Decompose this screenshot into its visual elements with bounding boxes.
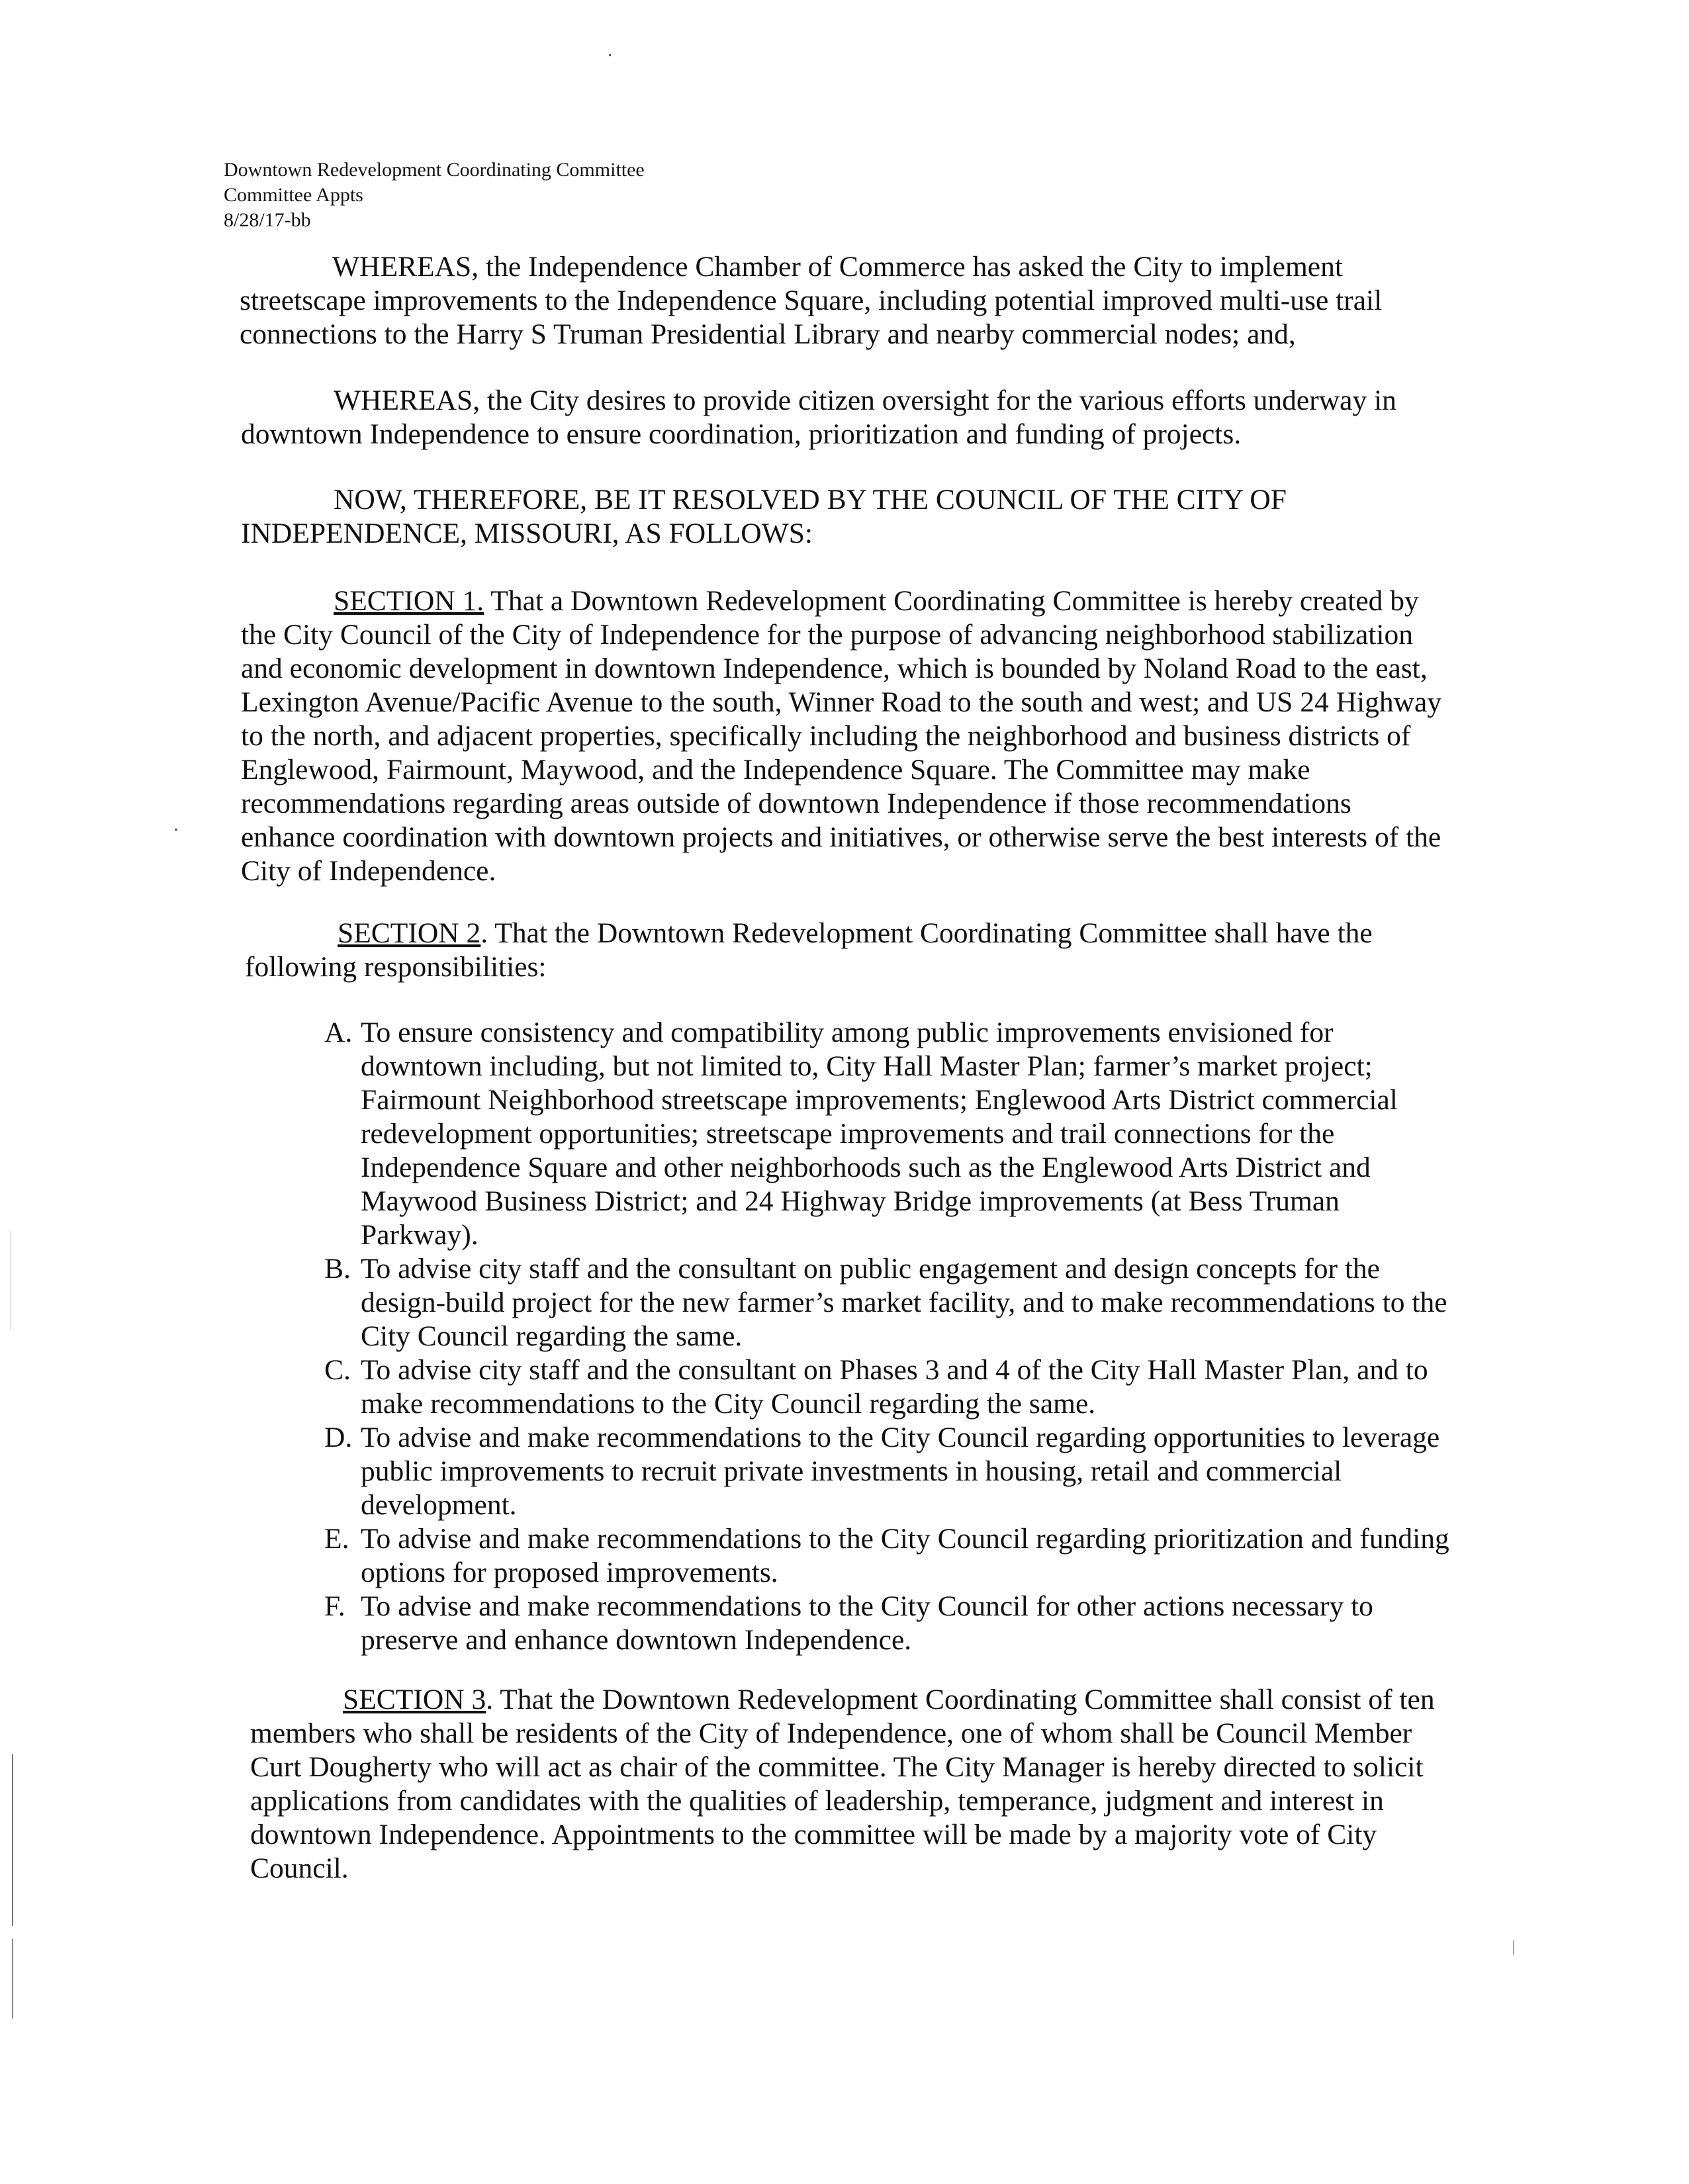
section-2-heading: SECTION 2 <box>338 917 481 949</box>
list-item <box>324 1016 1456 1252</box>
section-1-heading: SECTION 1. <box>334 585 484 617</box>
whereas-2-text: WHEREAS, the City desires to provide citizen oversight for the various efforts underway in downtown Independence to ensure coordination, prioritization and funding of projects. <box>241 385 1396 450</box>
whereas-paragraph-2 <box>241 384 1419 451</box>
header-subject: Committee Appts <box>224 184 363 206</box>
list-item <box>324 1421 1456 1522</box>
whereas-paragraph-1 <box>240 250 1418 351</box>
list-item-text: To ensure consistency and compatibility among public improvements envisioned for downtown including, but not limited to, City Hall Master Plan; farmer’s market project; Fairmount Neighborhood streetscape improvements; Englewood Arts District commercial redevelopment opportunities; streetscape improvements and trail connections for the Independence Square and other neighborhoods such as the Englewood Arts District and Maywood Business District; and 24 Highway Bridge improvements (at Bess Truman Parkway). <box>361 1017 1398 1251</box>
scan-speck <box>1513 1940 1514 1955</box>
list-item-marker: F. <box>324 1590 345 1622</box>
resolution-clause <box>241 483 1419 551</box>
list-item-text: To advise city staff and the consultant on Phases 3 and 4 of the City Hall Master Plan, and to make recommendations to the City Council regarding the same. <box>361 1354 1428 1420</box>
whereas-1-text: WHEREAS, the Independence Chamber of Commerce has asked the City to implement streetscape improvements to the Independence Square, including potential improved multi-use trail connections to the Harry S Truman Presidential Library and nearby commercial nodes; and, <box>240 251 1383 350</box>
header-committee-name: Downtown Redevelopment Coordinating Committee <box>224 159 645 181</box>
list-item-marker: B. <box>324 1253 351 1285</box>
list-item-marker: D. <box>324 1422 353 1453</box>
list-item <box>324 1252 1456 1353</box>
scan-speck <box>175 829 177 831</box>
list-item-marker: A. <box>324 1017 353 1048</box>
list-item-text: To advise and make recommendations to the City Council regarding opportunities to leverage public improvements to recruit private investments in housing, retail and commercial development. <box>361 1422 1440 1521</box>
section-3-heading: SECTION 3 <box>343 1684 486 1715</box>
section-2-text: . That the Downtown Redevelopment Coordinating Committee shall have the following responsibilities: <box>245 917 1373 983</box>
scan-edge-mark <box>12 1939 13 2019</box>
list-item <box>324 1522 1456 1590</box>
section-3-text: . That the Downtown Redevelopment Coordinating Committee shall consist of ten members who shall be residents of the City of Independence, one of whom shall be Council Member Curt Dougherty who will act as chair of the committee. The City Manager is hereby directed to solicit applications from candidates with the qualities of leadership, temperance, judgment and interest in downtown Independence. Appointments to the committee will be made by a majority vote of City Council. <box>250 1684 1435 1884</box>
list-item-text: To advise city staff and the consultant on public engagement and design concepts for the design-build project for the new farmer’s market facility, and to make recommendations to the City Council regarding the same. <box>361 1253 1447 1352</box>
list-item-marker: C. <box>324 1354 351 1386</box>
resolved-text: NOW, THEREFORE, BE IT RESOLVED BY THE COUNCIL OF THE CITY OF INDEPENDENCE, MISSOURI, AS FOLLOWS: <box>241 484 1287 549</box>
list-item-text: To advise and make recommendations to the City Council regarding prioritization and funding options for proposed improvements. <box>361 1523 1449 1588</box>
responsibilities-list <box>324 1016 1456 1657</box>
section-2 <box>245 917 1436 984</box>
scan-edge-mark <box>12 1754 13 1926</box>
list-item <box>324 1590 1456 1657</box>
section-3 <box>250 1683 1441 1886</box>
section-1-text: That a Downtown Redevelopment Coordinating Committee is hereby created by the City Council of the City of Independence for the purpose of advancing neighborhood stabilization and economic development in downtown Independence, which is bounded by Noland Road to the east, Lexington Avenue/Pacific Avenue to the south, Winner Road to the south and west; and US 24 Highway to the north, and adjacent properties, specifically including the neighborhood and business districts of Englewood, Fairmount, Maywood, and the Independence Square. The Committee may make recommendations regarding areas outside of downtown Independence if those recommendations enhance coordination with downtown projects and initiatives, or otherwise serve the best interests of the City of Independence. <box>241 585 1442 887</box>
list-item-text: To advise and make recommendations to the City Council for other actions necessary to preserve and enhance downtown Independence. <box>361 1590 1373 1656</box>
scan-speck <box>609 54 611 56</box>
list-item-marker: E. <box>324 1523 349 1555</box>
list-item <box>324 1353 1456 1421</box>
header-date-code: 8/28/17-bb <box>224 209 311 231</box>
document-header <box>224 158 645 233</box>
section-1 <box>241 584 1452 888</box>
